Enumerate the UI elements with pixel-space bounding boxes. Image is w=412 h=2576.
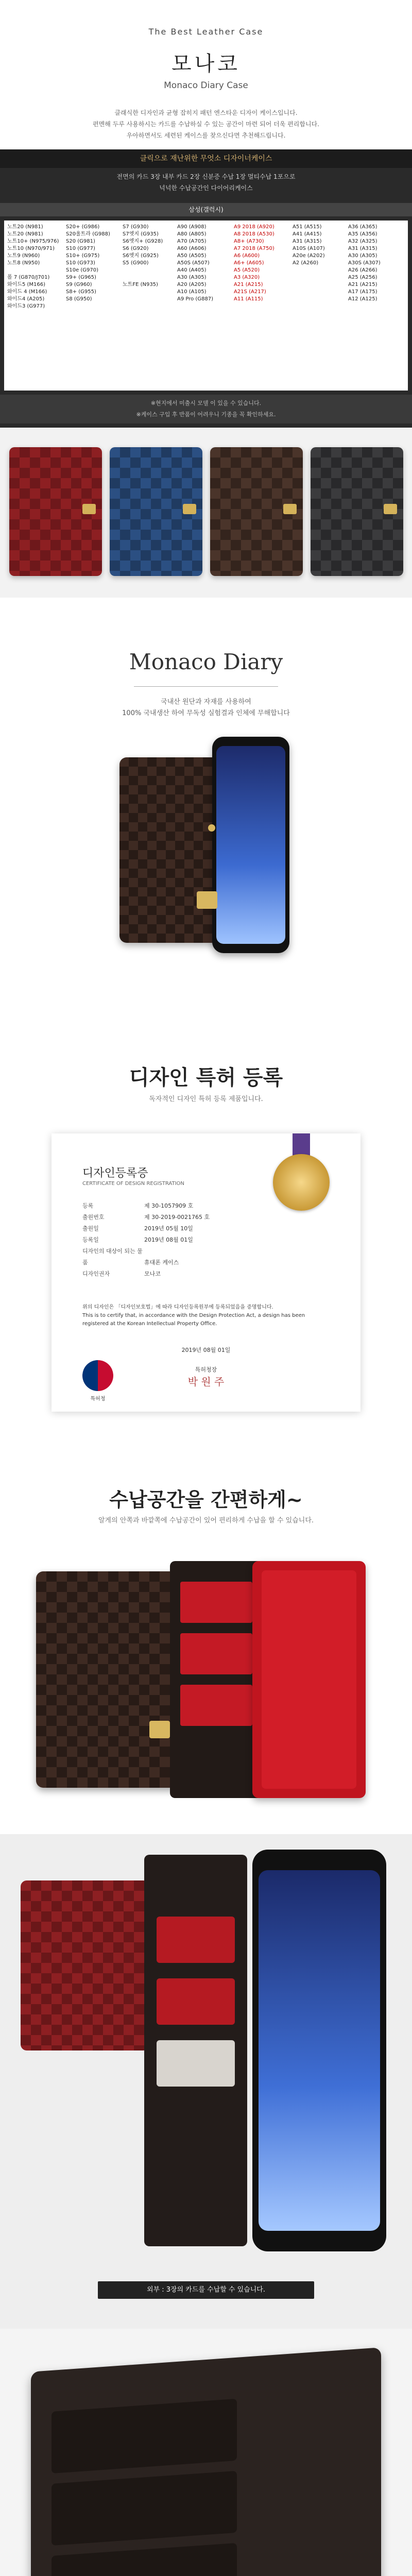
kipo-label: 특허청: [90, 1396, 106, 1402]
clasp-icon: [197, 891, 217, 909]
signer-title: 특허청장: [195, 1366, 217, 1373]
card-slot: [52, 2471, 237, 2546]
field-label: 등록일: [82, 1236, 99, 1243]
card-slot: [52, 2399, 237, 2473]
certificate-row: [82, 1246, 210, 1268]
clasp-icon: [149, 1721, 170, 1738]
color-swatch-brown[interactable]: [210, 447, 303, 576]
phone-image: [212, 737, 289, 953]
clasp-icon: [82, 504, 96, 514]
clasp-icon: [283, 504, 297, 514]
card-slot: [52, 2543, 237, 2576]
hero-desc-line: 우아하면서도 세련된 케이스를 찾으신다면 추천해드립니다.: [126, 132, 286, 139]
field-label: 출원번호: [82, 1214, 105, 1221]
model-column: 노트20 (N981) 노트20 (N981) 노트10+ (N975/976) 노트10 (N970/971) 노트9 (N960) 노트8 (N950) 폴 7 (G870/J701) 와이드5 (M166) 와이드 4 (M166) 와이드4 (A205) 와이드3 (G977): [7, 224, 59, 309]
case-cover: [36, 1571, 180, 1788]
hero-desc-line: 클래식한 디자인과 균형 잡히지 패턴 엔스타운 디자이 케이스입니다.: [114, 109, 298, 116]
diary-intro-section: [0, 598, 412, 1010]
field-value: 모나코: [144, 1270, 161, 1277]
color-swatch-red[interactable]: [9, 447, 102, 576]
inner-lining: [262, 1570, 356, 1789]
patent-section: [0, 1010, 412, 1432]
model-column: S20+ (G986) S20울트라 (G988) S20 (G981) S10 (G977) S10+ (G975) S10 (G973) S10e (G970) S9+ (G965) S9 (G960) S8+ (G955) S8 (G950): [66, 224, 110, 302]
patent-title: 디자인 특허 등록: [129, 1066, 283, 1090]
patent-description: 독자적인 디자인 특허 등록 제품입니다.: [149, 1095, 263, 1103]
storage-description: 알게의 안쪽과 바깥쪽에 수납공간이 있어 편리하게 수납을 할 수 있습니다.: [98, 1517, 314, 1524]
clasp-icon: [183, 504, 196, 514]
certificate-date: 2019년 08월 01일: [181, 1347, 231, 1353]
snap-button-icon: [208, 824, 215, 832]
model-column: A36 (A365) A35 (A356) A32 (A325) A31 (A315) A30 (A305) A30S (A307) A26 (A266) A25 (A256) A21 (A215) A17 (A175) A12 (A125): [348, 224, 381, 302]
diary-title: Monaco Diary: [129, 649, 283, 674]
compat-notice: [0, 395, 412, 423]
certificate-row: [82, 1212, 210, 1223]
model-column: A90 (A908) A80 (A805) A70 (A705) A60 (A606) A50 (A505) A50S (A507) A40 (A405) A30 (A305) A20 (A205) A10 (A105) A9 Pro (G887): [177, 224, 214, 302]
certificate-row: [82, 1200, 210, 1212]
case-spine: [170, 1561, 263, 1798]
certificate-body: [82, 1303, 330, 1328]
hero-description: [57, 107, 355, 141]
case-cover-red: [21, 1880, 149, 2050]
compat-notice-line: ※현지에서 미출시 모델 이 있을 수 있습니다.: [150, 400, 262, 406]
field-value: 휴대폰 케이스: [144, 1259, 179, 1266]
card-slot: [180, 1685, 252, 1726]
card-slot: [180, 1582, 252, 1623]
model-column: A51 (A515) A41 (A415) A31 (A315) A10S (A107) A20e (A202) A2 (A260): [293, 224, 325, 266]
certificate-subtitle: CERTIFICATE OF DESIGN REGISTRATION: [82, 1181, 184, 1187]
diary-desc-line: 100% 국내생산 하여 무독성 실험결과 인체에 무해합니다: [122, 709, 290, 717]
certificate-title: 디자인등록증: [82, 1167, 148, 1180]
field-value: 2019년 08월 01일: [144, 1236, 193, 1243]
model-list-grid: [4, 221, 408, 391]
certificate-text-ko: 위의 디자인은 「디자인보호법」에 따라 디자인등록원부에 등록되었음을 증명합니다.: [82, 1304, 273, 1310]
inner-storage-photo: [0, 2329, 412, 2576]
compat-notice-line: ※케이스 구입 후 반품이 어려우니 기종을 꼭 확인하세요.: [136, 411, 276, 418]
card-holder-panel: [144, 1855, 247, 2246]
card-slot: [157, 1917, 235, 1963]
gold-seal-icon: [273, 1154, 330, 1211]
compat-heading: 클릭으로 재난위한 무엇소 디자이너케이스: [0, 149, 412, 168]
hero-desc-line: 편멘해 두루 사용하시는 카드를 수납하실 수 있는 공간이 마련 되어 더욱 편리합니다.: [93, 121, 319, 128]
field-value: 2019년 05월 10일: [144, 1225, 193, 1232]
hero-tagline: The Best Leather Case: [148, 27, 264, 37]
phone-image: [252, 1850, 386, 2251]
field-label: 디자인의 대상이 되는 물품: [82, 1248, 143, 1266]
card-slot: [157, 1978, 235, 2025]
outer-storage-photo: [0, 1834, 412, 2329]
wallet-interior: [31, 2347, 381, 2576]
case-inner-panel: [252, 1561, 366, 1798]
hero-title: 모나코: [171, 52, 241, 76]
certificate-fields: [82, 1200, 210, 1280]
card-slot: [180, 1633, 252, 1674]
hero-subtitle: Monaco Diary Case: [164, 80, 248, 91]
signer-name: 박 원 주: [187, 1376, 225, 1388]
compatibility-section: [0, 149, 412, 428]
field-value: 제 30-1057909 호: [144, 1202, 194, 1209]
card-slot: [157, 2040, 235, 2087]
certificate-row: [82, 1234, 210, 1246]
product-photo: [119, 737, 295, 969]
compat-subline: 넉넉한 수납공간인 다이어리케이스: [159, 184, 253, 192]
field-label: 출원일: [82, 1225, 99, 1232]
storage-section: [0, 1432, 412, 2576]
model-column: A9 2018 (A920) A8 2018 (A530) A8+ (A730) A7 2018 (A750) A6 (A600) A6+ (A605) A5 (A520) A3 (A320) A21 (A215) A21S (A217) A11 (A115): [234, 224, 274, 302]
field-label: 디자인권자: [82, 1270, 110, 1277]
clasp-icon: [384, 504, 397, 514]
open-case-photo: [36, 1551, 376, 1819]
model-column: S7 (G930) S7엣지 (G935) S6엣지+ (G928) S6 (G920) S6엣지 (G925) S5 (G900) 노트FE (N935): [123, 224, 163, 287]
color-swatch-blue[interactable]: [110, 447, 202, 576]
case-cover: [119, 757, 222, 943]
diary-description: [0, 697, 412, 719]
certificate-row: [82, 1268, 210, 1280]
patent-certificate: [52, 1133, 360, 1412]
divider: [134, 686, 278, 687]
certificate-signature: [52, 1365, 360, 1388]
certificate-row: [82, 1223, 210, 1234]
field-label: 등록: [82, 1202, 94, 1209]
certificate-text-en: This is to certify that, in accordance with the Design Protection Act, a design has been registered at the Korean Intellectual Property Office.: [82, 1313, 305, 1327]
storage-title: 수납공간을 간편하게~: [109, 1488, 303, 1511]
field-value: 제 30-2019-0021765 호: [144, 1214, 210, 1221]
compat-subline: 전면의 카드 3장 내부 카드 2장 신분증 수납 1장 멀티수납 1포으로: [116, 173, 296, 180]
phone-screen: [259, 1870, 380, 2231]
color-options-section: [0, 428, 412, 598]
hero-section: [0, 0, 412, 149]
color-swatch-gray[interactable]: [311, 447, 403, 576]
diary-desc-line: 국내산 원단과 자재를 사용하여: [161, 698, 251, 706]
storage-caption-outer: 외부 : 3장의 카드를 수납할 수 있습니다.: [98, 2281, 314, 2299]
model-list-heading: 삼성(갤럭시): [0, 203, 412, 216]
phone-screen: [216, 746, 285, 944]
